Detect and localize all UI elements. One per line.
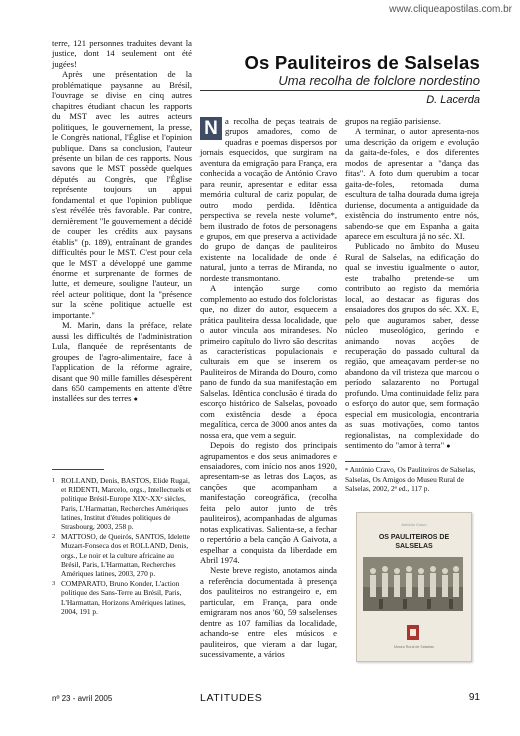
end-mark: ● <box>446 442 451 451</box>
issue-label: nº 23 - avril 2005 <box>52 694 113 703</box>
note-rule <box>345 461 390 462</box>
book-title: OS PAULITEIROS DE SALSELAS <box>378 534 450 550</box>
paragraph <box>52 320 192 405</box>
footnote <box>52 579 193 616</box>
footnotes <box>52 476 193 617</box>
paragraph: A intenção surge como complemento ao estudo dos folcloristas que, no dizer do autor, esquecem a prática pauliteira dessa localidade, que o autor vincula aos mirandeses. No primeiro capítulo do livro são descritas as características populacionais e culturais em que se inserem os Pauliteiros de Miranda do Douro, como pano de fundo da sua manifestação em Salselas. Idêntica conclusão é tirada do escorço histórico de Salselas, povoado com existência desde a época megalítica, cerca de 3000 anos antes da nossa era, que vem a seguir. <box>200 283 337 440</box>
book-author: António Cravo <box>401 522 427 527</box>
book-cover-image <box>356 512 472 662</box>
note-marker: * <box>345 467 349 474</box>
footnote-text: MATTOSO, de Queirós, SANTOS, Idelette Muzart-Fonseca dos et ROLLAND, Denis, orgs., Le noir et la culture africaine au Brésil, Paris, L'Harmattan, Recherches Amériques latines, 2003, 270 p. <box>61 532 190 579</box>
book-reference-note <box>345 465 479 494</box>
footnote-number: 1 <box>52 477 56 484</box>
note-text: António Cravo, Os Pauliteiros de Salselas, Salselas, Os Amigos do Museu Rural de Salselas, 2002, 2ª ed., 117 p. <box>345 465 476 494</box>
footnote <box>52 532 193 578</box>
column-middle <box>200 116 337 660</box>
column-right <box>345 116 479 452</box>
article-author: D. Lacerda <box>426 94 480 106</box>
column-left <box>52 38 192 405</box>
footnote <box>52 476 193 531</box>
footnote-text: ROLLAND, Denis, BASTOS, Elide Rugai, et RIDENTI, Marcelo, orgs., Intellectuels et politique Brésil-Europe XIXᵉ-XXᵉ siècles, Paris, L'Harmattan, Recherches Amériques latines, Institut d'études politiques de Strasbourg, 2003, 258 p. <box>61 476 192 532</box>
page-number: 91 <box>468 692 480 703</box>
footnote-number: 2 <box>52 533 56 541</box>
article-subtitle: Uma recolha de folclore nordestino <box>278 73 480 88</box>
drop-cap: N <box>200 117 222 140</box>
paragraph: Neste breve registo, anotamos ainda a referência documentada à presença dos pauliteiros no estrangeiro e, em particular, em França, para onde emigraram nos anos '60, 59 salselenses dentre as 107 famílias da localidade, achando-se entre eles músicos e pauliteiros, que vieram a dar lugar, sucessivamente, a vários <box>200 565 337 660</box>
paragraph: A terminar, o autor apresenta-nos uma descrição da origem e evolução da gaita-de-foles, e dos diferentes modos de apresentar a "dança das fitas". A foto dum querubim a tocar gaita-de-foles, retomada duma escultura de talha dourada duma igreja duriense, documenta a antiguidade da existência do instrumento entre nós, sabendo-se que em Espanha a gaita aparece em escultura já no séc. XI. <box>345 126 479 241</box>
paragraph: terre, 121 personnes traduites devant la justice, dont 14 seulement ont été jugées! <box>52 38 192 69</box>
paragraph-text: a recolha de peças teatrais de grupos amadores, como de quadras e poemas dispersos por jornais esquecidos, que surgiram na aventura da emigração para França, era conhecida a vocação de António Cravo para reunir, apresentar e editar essa memória cultural de cariz popular, de outro modo perdida. Idêntica perspectiva se revela neste volume*, bem ilustrado de fotos de personagens e grupos, em que preserva a actividade do grupo de danças de pauliteiros existente na localidade de onde é natural, junto a terras de Miranda, no nordeste transmontano. <box>200 116 337 283</box>
paragraph <box>200 116 337 283</box>
paragraph-text: M. Marin, dans la préface, relate aussi les difficultés de l'administration Lula, flanquée de représentants de groupes de l'agro-alimentaire, face à l'application de la réforme agraire, disant que 90 mille familles désespèrent dans 650 campements en attente d'être installées sur des terres <box>52 320 192 404</box>
magazine-name: LATITUDES <box>200 692 263 704</box>
paragraph <box>345 241 479 451</box>
paragraph-text: Publicado no âmbito do Museu Rural de Salselas, na edificação do qual se investiu igualmente o autor, este trabalho pretende-se um contributo ao registo da memória local, ao destacar as figuras dos ensaiadores dos grupos do séc. XX. E, pelo que auguramos saber, desse núcleo museológico, gerindo e animando novas acções de recuperação do passado cultural da região, que ameaçavam perder-se no abandono da vil tristeza que marcou o período salazarento no Portugal profundo. Uma continuidade feliz para o esforço do autor que, sem formação especial em musicologia, encontraria as suas motivações, como tantos regionalistas, na complexidade do sentimento do "amor à terra" <box>345 241 479 451</box>
end-mark: ● <box>133 395 138 404</box>
group-photo <box>363 557 463 611</box>
footnote-rule <box>52 469 104 470</box>
paragraph: grupos na região parisiense. <box>345 116 441 126</box>
article-title: Os Pauliteiros de Salselas <box>244 52 480 73</box>
book-publisher: Museu Rural de Salselas <box>394 645 434 649</box>
site-watermark: www.cliqueapostilas.com.br <box>389 4 512 15</box>
footnote-number: 3 <box>52 580 56 588</box>
paragraph: Depois do registo dos principais agrupamentos e dos seus animadores e ensaiadores, com início nos anos 1920, apresentam-se as letras dos Laços, as canções que acompanham a manifestação coreográfica, (recolha feita pelo autor junto de três pauliteiros), acompanhadas de algumas notas explicativas. Salienta-se, a fechar o repertório a bela canção A Gaivota, a espelhar a conquista da liberdade em Abril 1974. <box>200 440 337 566</box>
paragraph: Après une présentation de la problématique paysanne au Brésil, l'ouvrage se divise en cinq autres chapitres étudiant chacun les rapports du MST avec les autres acteurs politiques, le gouvernement, la presse, le Congrès national, l'Église et l'opinion publique. Dans sa conclusion, l'auteur présente un bilan de ces rapports. Nous savons que le MST possède quelques députés au Congrès, que l'Église représente toujours un appui fondamental et que l'opinion publique s'est révélée très favorable. Par contre, dernièrement "le gouvernement a décidé de couper les crédits aux paysans établis" (p. 189), entraînant de grandes difficultés pour le MST. C'est pour cela que le MST a développé une gamme énorme et surprenante de formes de lutte, et demeure, souligne l'auteur, un réel acteur politique, dont la "présence sur la scène politique actuelle est importante." <box>52 69 192 320</box>
museum-logo <box>407 625 419 640</box>
footnote-text: COMPARATO, Bruno Konder, L'action politique des Sans-Terre au Brésil, Paris, L'Harmattan, Horizons Amériques latines, 2004, 191 p. <box>61 579 186 616</box>
title-rule <box>200 90 480 91</box>
